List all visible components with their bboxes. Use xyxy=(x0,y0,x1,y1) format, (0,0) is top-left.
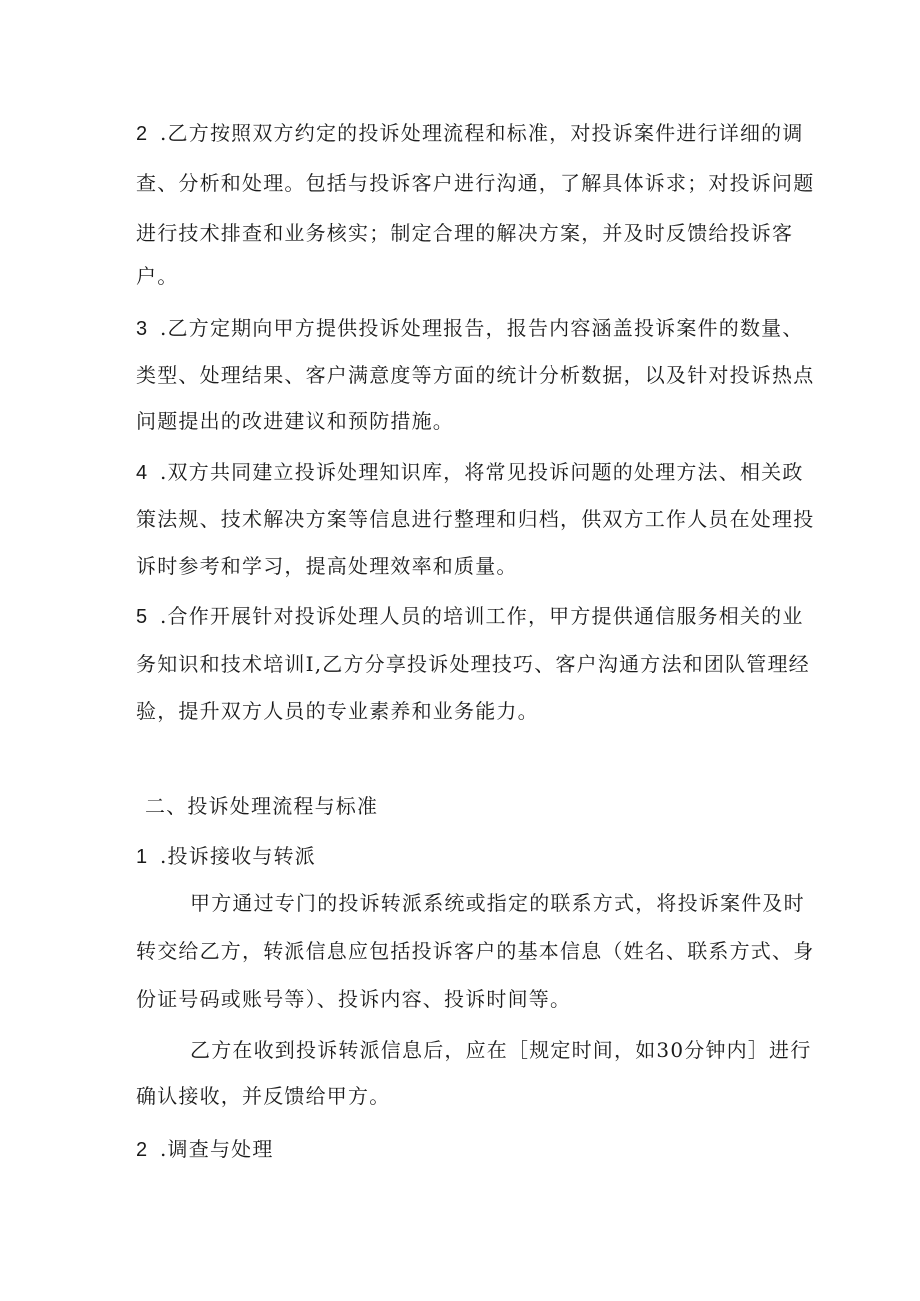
para-1-line-1: 甲方通过专门的投诉转派系统或指定的联系方式，将投诉案件及时 xyxy=(190,891,805,915)
item-4-line-2: 策法规、技术解决方案等信息进行整理和归档，供双方工作人员在处理投 xyxy=(136,507,815,531)
item-number: 4 xyxy=(136,462,149,484)
item-2-line-1: 2 .乙方按照双方约定的投诉处理流程和标准，对投诉案件进行详细的调 xyxy=(136,121,804,145)
subsection-2-heading: 2 .调查与处理 xyxy=(136,1137,274,1161)
item-2-line-4: 户。 xyxy=(136,264,179,288)
item-2-line-2: 查、分析和处理。包括与投诉客户进行沟通，了解具体诉求；对投诉问题 xyxy=(136,171,815,195)
item-4-line-1: 4 .双方共同建立投诉处理知识库，将常见投诉问题的处理方法、相关政 xyxy=(136,460,804,484)
item-number: 3 xyxy=(136,318,149,340)
para-1-line-3: 份证号码或账号等）、投诉内容、投诉时间等。 xyxy=(136,987,572,1011)
item-4-line-3: 诉时参考和学习，提高处理效率和质量。 xyxy=(136,554,518,578)
item-number: 5 xyxy=(136,606,149,628)
para-2-line-1: 乙方在收到投诉转派信息后，应在［规定时间，如30分钟内］进行 xyxy=(190,1038,812,1062)
item-3-line-1: 3 .乙方定期向甲方提供投诉处理报告，报告内容涵盖投诉案件的数量、 xyxy=(136,316,804,340)
item-5-line-2: 务知识和技术培训I,乙方分享投诉处理技巧、客户沟通方法和团队管理经 xyxy=(136,652,810,676)
subsection-number: 1 xyxy=(136,846,149,868)
item-number: 2 xyxy=(136,123,149,145)
item-5-line-3: 验，提升双方人员的专业素养和业务能力。 xyxy=(136,699,539,723)
item-2-line-3: 进行技术排查和业务核实；制定合理的解决方案，并及时反馈给投诉客 xyxy=(136,221,794,245)
para-2-line-2: 确认接收，并反馈给甲方。 xyxy=(136,1084,391,1108)
item-3-line-2: 类型、处理结果、客户满意度等方面的统计分析数据，以及针对投诉热点 xyxy=(136,363,815,387)
subsection-1-heading: 1 .投诉接收与转派 xyxy=(136,844,316,868)
section-heading: 二、投诉处理流程与标准 xyxy=(145,794,379,818)
para-1-line-2: 转交给乙方，转派信息应包括投诉客户的基本信息（姓名、联系方式、身 xyxy=(136,939,815,963)
subsection-number: 2 xyxy=(136,1139,149,1161)
item-5-line-1: 5 .合作开展针对投诉处理人员的培训工作，甲方提供通信服务相关的业 xyxy=(136,604,804,628)
item-3-line-3: 问题提出的改进建议和预防措施。 xyxy=(136,409,454,433)
